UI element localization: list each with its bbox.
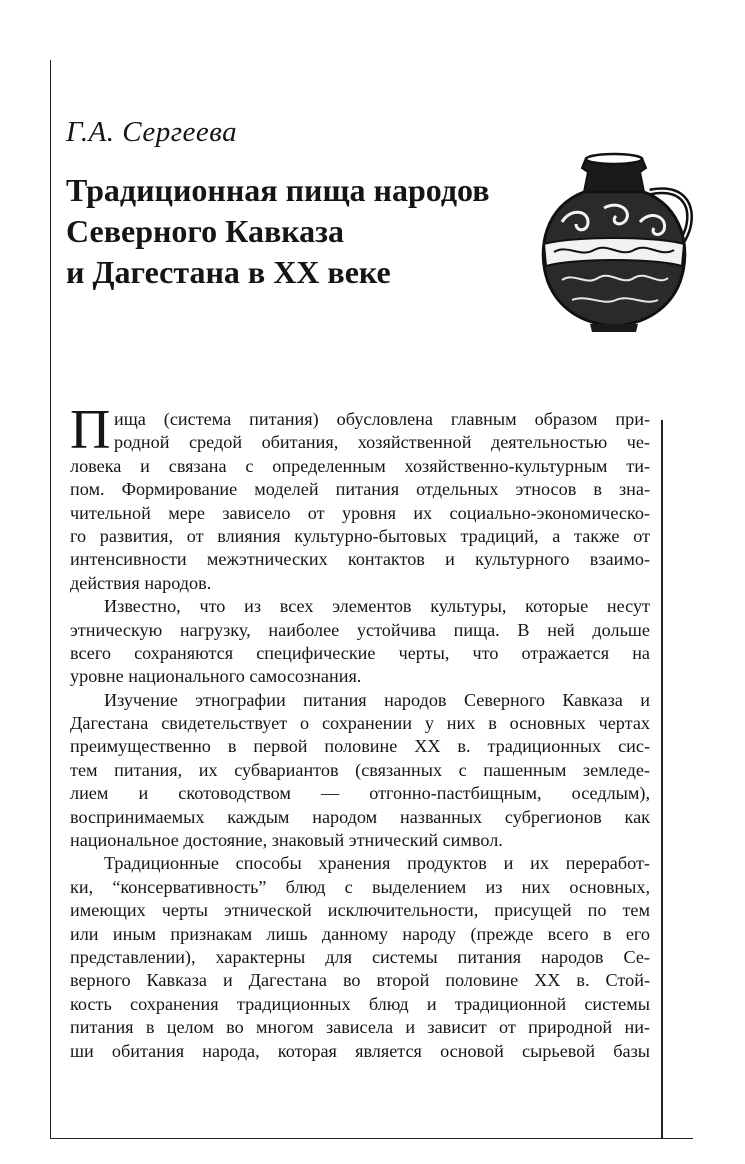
paragraph <box>70 852 650 1063</box>
title-line: и Дагестана в XX веке <box>66 254 391 290</box>
title-line: Северного Кавказа <box>66 213 345 249</box>
text-line: воспринимаемых каждым народом названных субрегионов как <box>70 806 650 827</box>
text-line: всего сохраняются специфические черты, что отражается на <box>70 642 650 663</box>
text-column-rule <box>661 420 663 1138</box>
text-line: этническую нагрузку, наиболее устойчива пища. В ней дольше <box>70 619 650 640</box>
author-name: Г.А. Сергеева <box>66 116 238 148</box>
text-line: имеющих черты этнической исключительности, присущей по тем <box>70 900 650 921</box>
text-line: Традиционные способы хранения продуктов и их переработ- <box>104 853 650 874</box>
paragraph <box>70 399 650 595</box>
text-line: питания в целом во многом зависела и зависит от природной ни- <box>70 1017 650 1038</box>
text-line: лием и скотоводством — отгонно-пастбищным, оседлым), <box>70 783 650 804</box>
text-line: интенсивности межэтнических контактов и культурного взаимо- <box>70 549 650 570</box>
text-line: пом. Формирование моделей питания отдельных этносов в зна- <box>70 479 650 500</box>
text-line: кость сохранения традиционных блюд и традиционной системы <box>70 993 650 1014</box>
text-line: ища (система питания) обусловлена главным образом при- <box>114 409 650 429</box>
text-line: представлении), характерны для системы питания народов Се- <box>70 946 650 967</box>
text-line: Известно, что из всех элементов культуры, которые несут <box>104 596 650 617</box>
paragraph <box>70 595 650 689</box>
text-line: преимущественно в первой половине XX в. традиционных сис- <box>70 736 650 757</box>
text-line: действия народов. <box>70 572 212 593</box>
decorated-jug-icon <box>532 148 700 338</box>
drop-cap: П <box>70 399 111 461</box>
text-line: или иным признакам лишь данному народу (прежде всего в его <box>70 923 650 944</box>
article-title <box>66 170 536 293</box>
text-line: Изучение этнографии питания народов Северного Кавказа и <box>104 689 650 710</box>
text-line: чительной мере зависело от уровня их социально-экономическо- <box>70 502 650 523</box>
text-line: уровне национального самосознания. <box>70 666 362 687</box>
text-line: тем питания, их субвариантов (связанных с пашенным земледе- <box>70 759 650 780</box>
title-line: Традиционная пища народов <box>66 172 490 208</box>
article-body <box>70 400 650 1063</box>
text-line: верного Кавказа и Дагестана во второй половине XX в. Стой- <box>70 970 650 991</box>
text-line: го развития, от влияния культурно-бытовых традиций, а также от <box>70 525 650 546</box>
text-line: родной средой обитания, хозяйственной деятельностью че- <box>114 432 650 453</box>
text-line: Дагестана свидетельствует о сохранении у них в основных чертах <box>70 713 650 734</box>
paragraph <box>70 689 650 853</box>
text-line: национальное достояние, знаковый этнический символ. <box>70 830 503 851</box>
text-line: ловека и связана с определенным хозяйственно-культурным ти- <box>70 455 650 476</box>
text-line: ши обитания народа, которая является основой сырьевой базы <box>70 1040 650 1061</box>
text-line: ки, “консервативность” блюд с выделением из них основных, <box>70 876 650 897</box>
